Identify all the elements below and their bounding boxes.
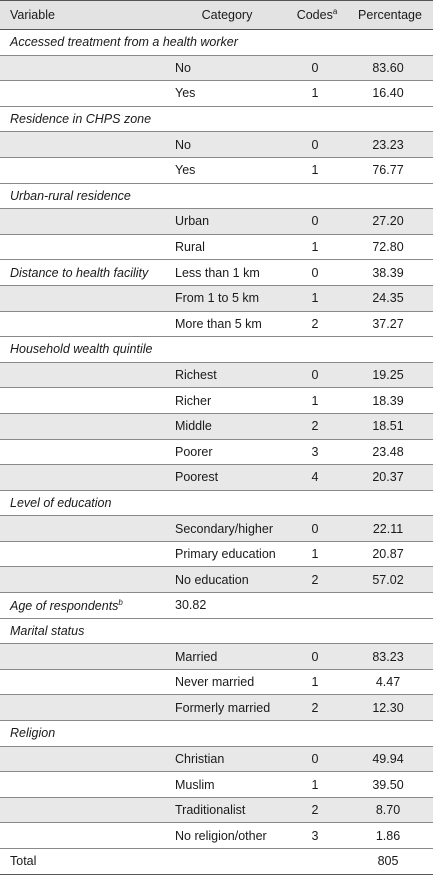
variable-cell: [0, 413, 161, 439]
code-cell: 0: [311, 214, 319, 229]
header-category: Category: [161, 1, 287, 30]
group-header-row: [0, 490, 433, 516]
variable-cell: [0, 567, 161, 593]
group-header-row: [0, 183, 433, 209]
group-header-row: [0, 337, 433, 363]
percentage-cell: 27.20: [372, 214, 404, 229]
table-row: [0, 772, 433, 798]
code-cell: 1: [311, 291, 319, 306]
percentage-cell: 8.70: [375, 803, 401, 818]
group-header-row: [0, 106, 433, 132]
header-variable: Variable: [0, 1, 161, 30]
code-cell: 1: [311, 547, 319, 562]
table-row: [0, 695, 433, 721]
table-row: [0, 81, 433, 107]
variable-cell: [0, 81, 161, 107]
table-row: [0, 157, 433, 183]
category-cell: Formerly married: [175, 700, 271, 715]
percentage-cell: 23.23: [372, 137, 404, 152]
percentage-cell: 76.77: [372, 163, 404, 178]
variable-name: Age of respondents: [10, 598, 119, 613]
code-cell: 1: [311, 777, 319, 792]
group-data-row: [0, 593, 433, 619]
variable-cell: [0, 823, 161, 849]
code-cell: 3: [311, 444, 319, 459]
group-header-row: [0, 30, 433, 56]
code-cell: [287, 593, 347, 619]
code-cell: 1: [311, 675, 319, 690]
table-row: [0, 516, 433, 542]
category-cell: Poorest: [175, 470, 219, 485]
percentage-cell: 12.30: [372, 700, 404, 715]
variable-cell: [0, 157, 161, 183]
variable-name: Urban-rural residence: [10, 188, 131, 203]
percentage-cell: 23.48: [372, 444, 404, 459]
variable-cell: [0, 465, 161, 491]
table-row: [0, 388, 433, 414]
table-row: [0, 644, 433, 670]
group-header-row: [0, 721, 433, 747]
table-row: [0, 541, 433, 567]
code-cell: 0: [311, 521, 319, 536]
percentage-cell: 1.86: [375, 828, 401, 843]
code-cell: 1: [311, 86, 319, 101]
percentage-cell: 18.51: [372, 419, 404, 434]
table-row: [0, 209, 433, 235]
category-cell: No: [175, 137, 191, 152]
table-row: [0, 285, 433, 311]
percentage-cell: 16.40: [372, 86, 404, 101]
table-row: [0, 823, 433, 849]
percentage-cell: 805: [377, 854, 399, 869]
code-cell: 1: [311, 393, 319, 408]
code-cell: 0: [311, 137, 319, 152]
variable-cell: [0, 849, 161, 875]
percentage-cell: 19.25: [372, 368, 404, 383]
percentage-cell: 20.37: [372, 470, 404, 485]
variable-cell: [0, 388, 161, 414]
code-cell: 1: [311, 240, 319, 255]
variable-cell: [0, 644, 161, 670]
code-cell: 2: [311, 803, 319, 818]
variable-name: Religion: [10, 726, 56, 741]
percentage-cell: 49.94: [372, 751, 404, 766]
variable-cell: [0, 285, 161, 311]
variable-cell: [0, 311, 161, 337]
category-cell: Never married: [175, 675, 255, 690]
group-header-row: [0, 618, 433, 644]
code-cell: 2: [311, 419, 319, 434]
variable-name: Level of education: [10, 495, 112, 510]
variable-cell: [0, 209, 161, 235]
variable-cell: [0, 132, 161, 158]
variable-cell: [0, 541, 161, 567]
table-row: [0, 132, 433, 158]
variable-cell: [0, 695, 161, 721]
table-row: [0, 234, 433, 260]
table-row: [0, 797, 433, 823]
table-row: [0, 465, 433, 491]
category-cell: No education: [175, 572, 249, 587]
code-cell: 2: [311, 572, 319, 587]
category-cell: Traditionalist: [175, 803, 246, 818]
table-row: [0, 567, 433, 593]
header-codes-label: Codes: [296, 8, 333, 23]
percentage-cell: 83.23: [372, 649, 404, 664]
table-row: [0, 413, 433, 439]
code-cell: 0: [311, 649, 319, 664]
group-data-row: [0, 260, 433, 286]
category-cell: Richer: [175, 393, 212, 408]
variable-cell: [0, 260, 161, 286]
percentage-cell: 18.39: [372, 393, 404, 408]
code-cell: 0: [311, 368, 319, 383]
category-cell: Married: [175, 649, 218, 664]
category-cell: No: [175, 60, 191, 75]
variable-cell: [0, 593, 161, 619]
code-cell: 0: [311, 751, 319, 766]
category-cell: Primary education: [175, 547, 276, 562]
percentage-cell: 20.87: [372, 547, 404, 562]
percentage-cell: 38.39: [372, 265, 404, 280]
percentage-cell: 83.60: [372, 60, 404, 75]
variable-name: Residence in CHPS zone: [10, 112, 152, 127]
table-row: [0, 362, 433, 388]
table-row: [0, 669, 433, 695]
table-row: [0, 55, 433, 81]
variable-name: Accessed treatment from a health worker: [10, 35, 238, 50]
code-cell: 4: [311, 470, 319, 485]
variable-cell: [0, 234, 161, 260]
category-cell: Secondary/higher: [175, 521, 273, 536]
percentage-cell: 39.50: [372, 777, 404, 792]
percentage-cell: [347, 593, 433, 619]
variable-cell: [0, 439, 161, 465]
percentage-cell: 57.02: [372, 572, 404, 587]
header-codes-footnote: a: [332, 7, 338, 17]
header-codes: [287, 1, 347, 30]
variable-cell: [0, 797, 161, 823]
category-cell: Yes: [175, 86, 196, 101]
variable-name: Total: [10, 854, 37, 869]
category-cell: Rural: [175, 240, 205, 255]
total-row: [0, 849, 433, 875]
header-percentage: Percentage: [347, 1, 433, 30]
variable-cell: [0, 516, 161, 542]
category-cell: From 1 to 5 km: [175, 291, 260, 306]
percentage-cell: 72.80: [372, 240, 404, 255]
category-cell: Muslim: [175, 777, 215, 792]
variable-name: Distance to health facility: [10, 265, 149, 280]
table-row: [0, 311, 433, 337]
variable-cell: [0, 772, 161, 798]
code-cell: 2: [311, 316, 319, 331]
category-cell: Richest: [175, 368, 217, 383]
code-cell: 1: [311, 163, 319, 178]
category-cell: Less than 1 km: [175, 265, 260, 280]
percentage-cell: 24.35: [372, 291, 404, 306]
code-cell: 3: [311, 828, 319, 843]
variable-footnote: b: [118, 597, 123, 607]
variable-name: Marital status: [10, 623, 85, 638]
category-cell: 30.82: [175, 598, 207, 613]
code-cell: 2: [311, 700, 319, 715]
category-cell: More than 5 km: [175, 316, 262, 331]
category-cell: Middle: [175, 419, 212, 434]
variable-cell: [0, 362, 161, 388]
code-cell: 0: [311, 265, 319, 280]
percentage-cell: 22.11: [372, 521, 404, 536]
category-cell: Yes: [175, 163, 196, 178]
variable-cell: [0, 669, 161, 695]
variable-cell: [0, 746, 161, 772]
category-cell: No religion/other: [175, 828, 267, 843]
variable-name: Household wealth quintile: [10, 342, 153, 357]
code-cell: 0: [311, 60, 319, 75]
variable-cell: [0, 55, 161, 81]
table-row: [0, 439, 433, 465]
category-cell: Poorer: [175, 444, 213, 459]
percentage-cell: 4.47: [375, 675, 401, 690]
percentage-cell: 37.27: [372, 316, 404, 331]
table-row: [0, 746, 433, 772]
category-cell: [161, 849, 287, 875]
category-cell: Urban: [175, 214, 210, 229]
code-cell: [287, 849, 347, 875]
header-row: [0, 1, 433, 30]
category-cell: Christian: [175, 751, 225, 766]
